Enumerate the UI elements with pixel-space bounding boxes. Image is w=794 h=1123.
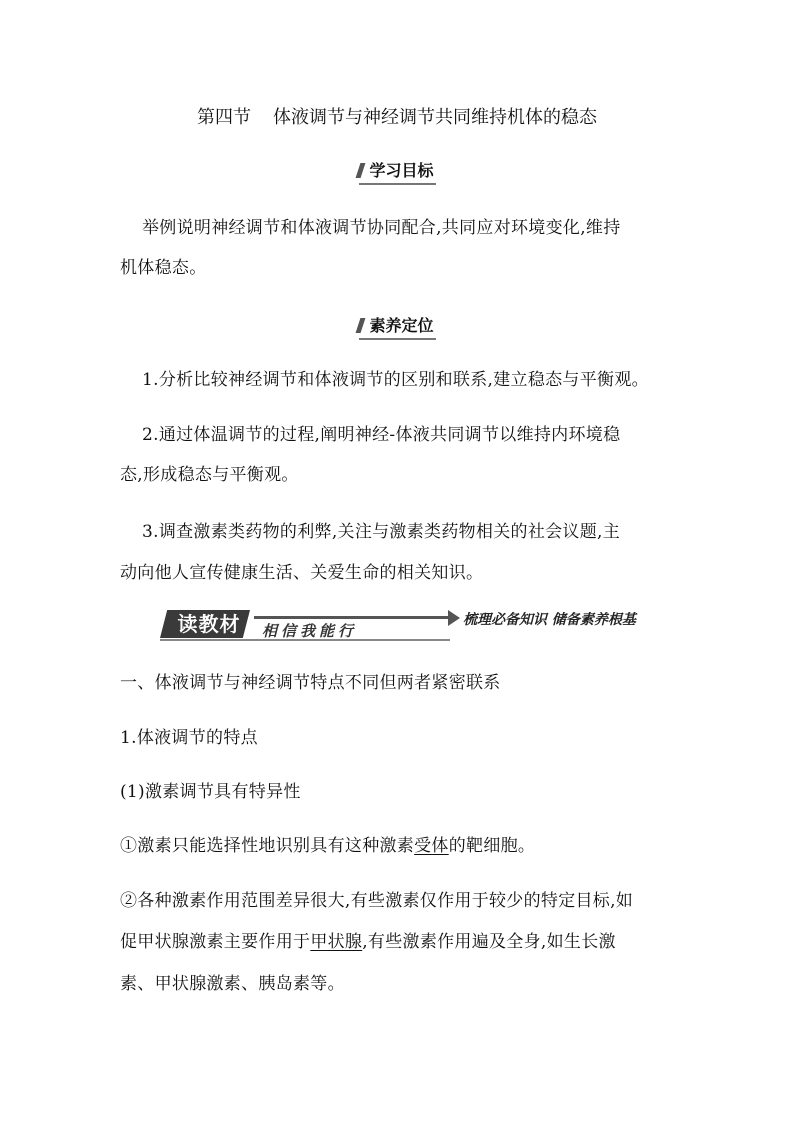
underlined-term-receptor: 受体 bbox=[414, 836, 449, 856]
learning-goals-line-2: 机体稳态。 bbox=[120, 258, 207, 278]
literacy-item-2-line-1: 2.通过体温调节的过程,阐明神经-体液共同调节以维持内环境稳 bbox=[142, 425, 621, 445]
content-paragraph-2-line-3: 素、甲状腺激素、胰岛素等。 bbox=[120, 974, 345, 994]
heading-marker-icon bbox=[356, 318, 366, 333]
content-heading-3: (1)激素调节具有特异性 bbox=[120, 782, 301, 802]
content-paragraph-2-line-2: 促甲状腺激素主要作用于甲状腺,有些激素作用遍及全身,如生长激 bbox=[120, 932, 616, 952]
content-paragraph-2-line-1: ②各种激素作用范围差异很大,有些激素仅作用于较少的特定目标,如 bbox=[120, 891, 634, 911]
literacy-item-1: 1.分析比较神经调节和体液调节的区别和联系,建立稳态与平衡观。 bbox=[142, 370, 649, 390]
learning-goals-heading: 学习目标 bbox=[0, 160, 794, 182]
content-heading-2: 1.体液调节的特点 bbox=[120, 728, 258, 748]
read-textbook-banner bbox=[156, 606, 636, 646]
learning-goals-line-1: 举例说明神经调节和体液调节协同配合,共同应对环境变化,维持 bbox=[142, 218, 621, 238]
literacy-item-3-line-2: 动向他人宣传健康生活、关爱生命的相关知识。 bbox=[120, 563, 484, 583]
page-title bbox=[0, 106, 794, 130]
heading-marker-icon bbox=[356, 163, 366, 178]
content-paragraph-1: ①激素只能选择性地识别具有这种激素受体的靶细胞。 bbox=[120, 836, 536, 856]
literacy-item-3-line-1: 3.调查激素类药物的利弊,关注与激素类药物相关的社会议题,主 bbox=[142, 522, 621, 542]
literacy-heading: 素养定位 bbox=[0, 315, 794, 337]
section-name: 体液调节与神经调节共同维持机体的稳态 bbox=[273, 107, 597, 128]
content-heading-1: 一、体液调节与神经调节特点不同但两者紧密联系 bbox=[120, 673, 501, 693]
underlined-term-thyroid: 甲状腺 bbox=[310, 932, 363, 952]
banner-right-text: 梳理必备知识 储备素养根基 bbox=[463, 612, 636, 628]
banner-arrow-icon bbox=[448, 610, 460, 626]
banner-subtitle: 相信我能行 bbox=[262, 622, 358, 640]
banner-rule bbox=[254, 616, 450, 619]
literacy-item-2-line-2: 态,形成稳态与平衡观。 bbox=[120, 465, 299, 485]
section-number: 第四节 bbox=[197, 107, 251, 128]
banner-tab-label: 读教材 bbox=[177, 612, 241, 636]
